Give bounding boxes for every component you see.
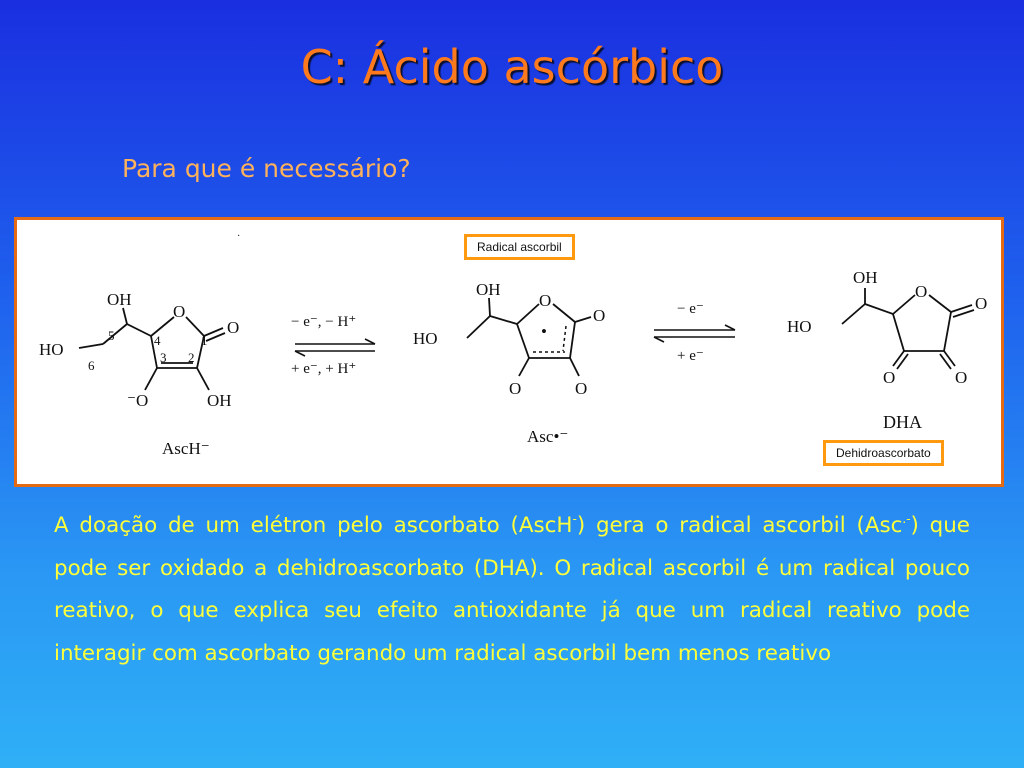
svg-text:HO: HO (787, 317, 812, 336)
radical-atoms (413, 280, 605, 398)
reaction-figure (14, 217, 1004, 487)
arrow1-reverse-label: + e⁻, + H⁺ (291, 361, 357, 377)
slide-title: C: Ácido ascórbico (300, 40, 724, 94)
svg-text:•: • (541, 322, 547, 341)
ascorbate-atoms (39, 290, 239, 410)
equilibrium-arrow-1 (295, 339, 375, 356)
svg-text:O: O (539, 291, 552, 310)
svg-text:HO: HO (413, 329, 438, 348)
paragraph-part-1: A doação de um elétron pelo ascorbato (AscH (54, 513, 573, 538)
dehidroascorbato-tag: Dehidroascorbato (823, 440, 944, 466)
radical-label: Asc•⁻ (527, 427, 569, 446)
svg-text:O: O (975, 294, 988, 313)
svg-text:O: O (227, 318, 240, 337)
svg-text:OH: OH (207, 391, 232, 410)
dha-molecule (842, 288, 974, 369)
arrow1-forward-label: − e⁻, − H⁺ (291, 314, 357, 330)
svg-text:2: 2 (188, 350, 195, 365)
stray-dot: · (237, 231, 241, 242)
svg-text:⁻O: ⁻O (127, 391, 149, 410)
svg-text:O: O (173, 302, 186, 321)
arrow2-forward-label: − e⁻ (677, 301, 704, 317)
svg-text:6: 6 (88, 358, 95, 373)
svg-text:1: 1 (201, 333, 208, 348)
dha-atoms (787, 268, 987, 387)
ascorbate-label: AscH⁻ (162, 439, 210, 458)
svg-text:O: O (593, 306, 606, 325)
arrow2-reverse-label: + e⁻ (677, 348, 704, 364)
explanation-paragraph (54, 505, 970, 675)
paragraph-part-3: ) que pode ser oxidado a dehidroascorbato (DHA). O radical ascorbil é um radical pouco reativo, o que explica seu efeito antioxidante já que um radical reativo pode interagir com ascorbato gerando um radical ascorbil bem menos reativo (54, 513, 970, 666)
radical-molecule (467, 298, 591, 376)
dha-label: DHA (883, 412, 922, 432)
svg-text:HO: HO (39, 340, 64, 359)
svg-text:O: O (955, 368, 968, 387)
asc-radical-charge: .- (902, 512, 911, 526)
svg-text:O: O (883, 368, 896, 387)
svg-text:OH: OH (476, 280, 501, 299)
svg-text:O: O (575, 379, 588, 398)
ascH-charge: - (572, 512, 577, 526)
svg-text:O: O (915, 282, 928, 301)
svg-text:4: 4 (154, 333, 161, 348)
ascorbate-molecule (79, 308, 225, 390)
radical-delocalization (533, 326, 566, 352)
svg-text:OH: OH (107, 290, 132, 309)
svg-text:3: 3 (160, 350, 167, 365)
svg-text:O: O (509, 379, 522, 398)
paragraph-part-2: ) gera o radical ascorbil (Asc (576, 513, 903, 538)
svg-text:OH: OH (853, 268, 878, 287)
radical-ascorbil-tag: Radical ascorbil (464, 234, 575, 260)
slide-subtitle: Para que é necessário? (122, 154, 411, 183)
equilibrium-arrow-2 (654, 325, 735, 342)
svg-text:5: 5 (108, 328, 115, 343)
